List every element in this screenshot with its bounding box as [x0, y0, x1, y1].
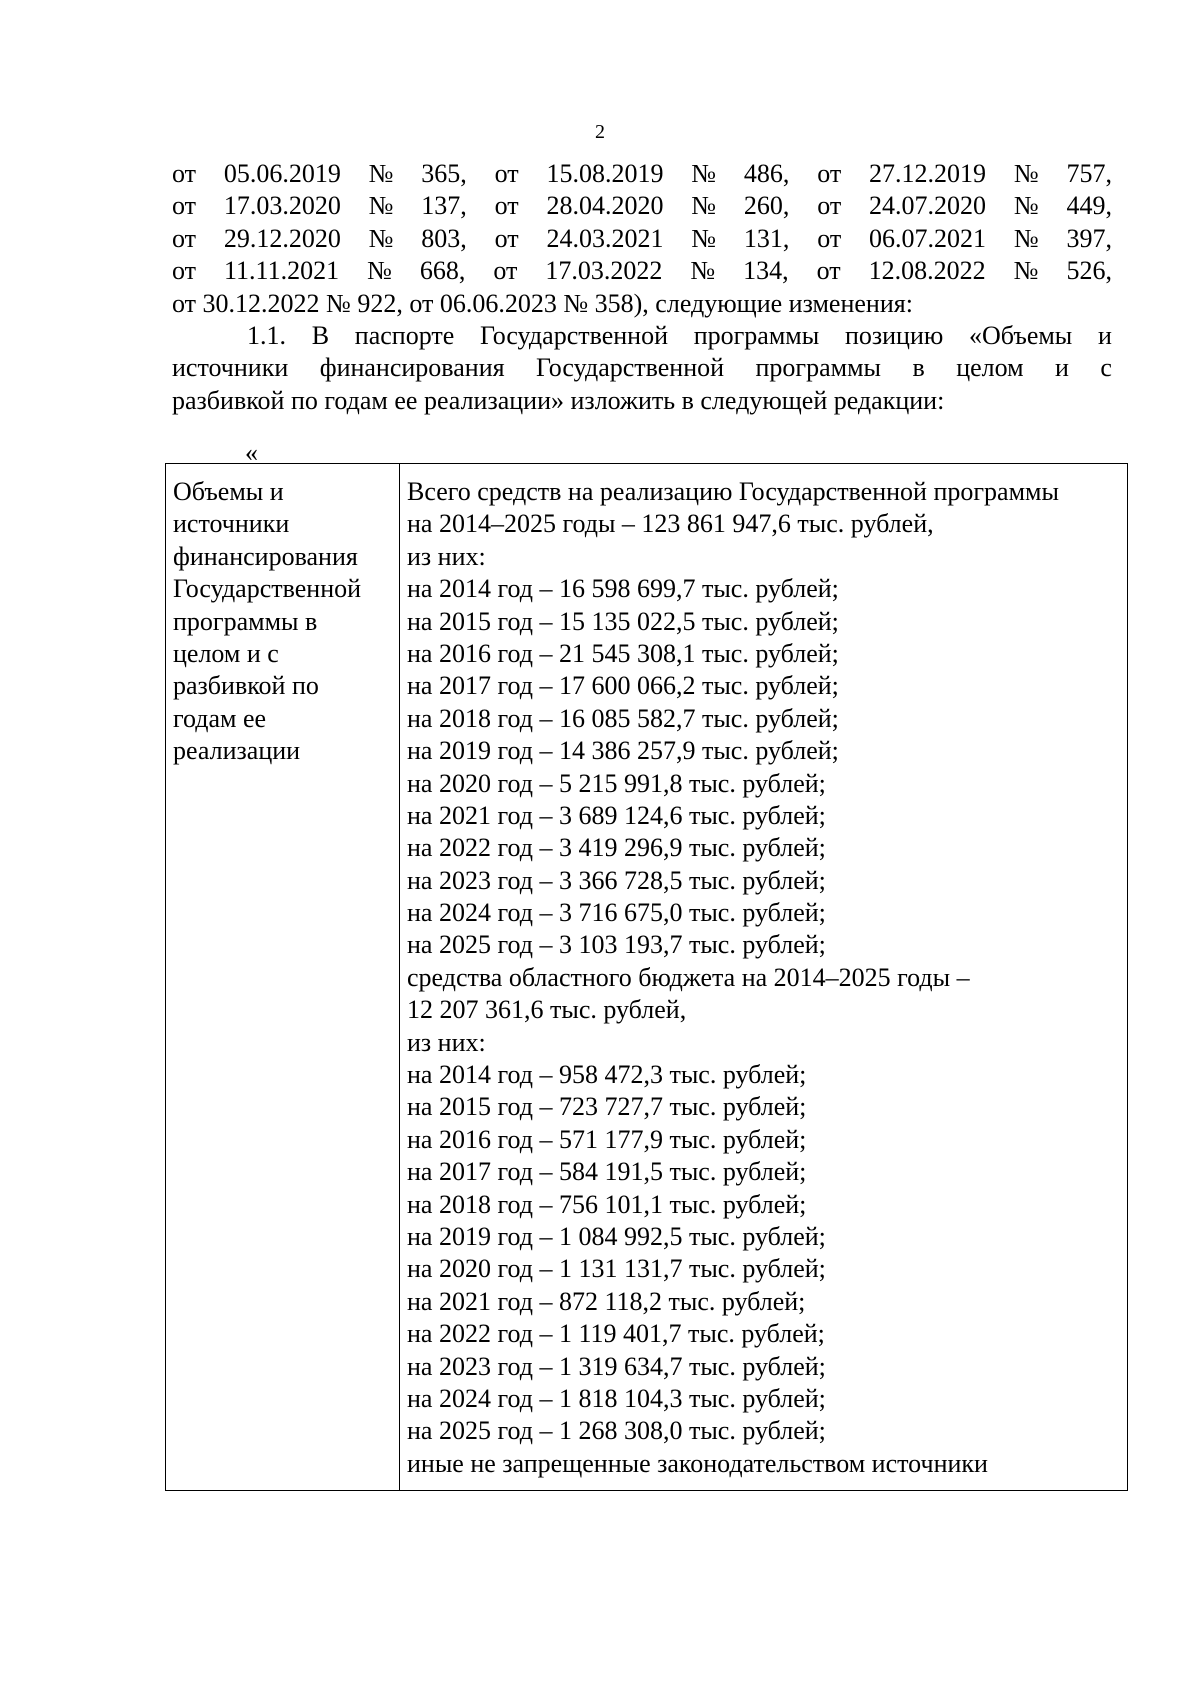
word: 24.03.2021	[546, 223, 664, 253]
word: 1.1.	[247, 320, 286, 350]
position-title-line: целом и с	[173, 638, 279, 668]
position-title-line: реализации	[173, 736, 301, 766]
funding-line: на 2021 год – 872 118,2 тыс. рублей;	[407, 1286, 806, 1316]
word: №	[1013, 223, 1039, 253]
funding-line: иные не запрещенные законодательством источники	[407, 1448, 988, 1478]
funding-line: Всего средств на реализацию Государственной программы	[407, 477, 1059, 506]
document-body	[172, 158, 1112, 417]
word: 397,	[1066, 223, 1112, 253]
position-title-line: Объемы и	[173, 477, 284, 506]
funding-line: на 2014–2025 годы – 123 861 947,6 тыс. рублей,	[407, 509, 934, 539]
funding-line: на 2017 год – 584 191,5 тыс. рублей;	[407, 1157, 807, 1187]
word: Государственной	[479, 320, 668, 350]
intro-line	[172, 158, 1112, 190]
word: от	[172, 223, 197, 253]
funding-line: на 2020 год – 5 215 991,8 тыс. рублей;	[407, 768, 826, 798]
funding-line: из них:	[407, 541, 486, 571]
word: в	[912, 353, 925, 383]
word: от	[493, 256, 518, 286]
funding-line: на 2014 год – 16 598 699,7 тыс. рублей;	[407, 574, 839, 604]
funding-line: на 2016 год – 21 545 308,1 тыс. рублей;	[407, 638, 839, 668]
word: от	[817, 159, 842, 188]
word: 15.08.2019	[546, 159, 664, 188]
word: №	[367, 256, 392, 286]
word: 131,	[743, 223, 790, 253]
funding-line: на 2022 год – 1 119 401,7 тыс. рублей;	[407, 1319, 825, 1349]
word: Государственной	[536, 353, 725, 383]
word: 06.07.2021	[869, 223, 987, 253]
word: 365,	[421, 159, 467, 188]
word: 28.04.2020	[546, 191, 664, 221]
word: №	[1013, 191, 1039, 221]
word: источники	[172, 353, 289, 383]
word: 05.06.2019	[223, 159, 341, 188]
funding-line: на 2025 год – 1 268 308,0 тыс. рублей;	[407, 1416, 826, 1446]
word: программы	[693, 320, 820, 350]
funding-line: на 2018 год – 16 085 582,7 тыс. рублей;	[407, 703, 839, 733]
position-title-line: годам ее	[173, 703, 267, 733]
paragraph-line	[172, 352, 1112, 384]
word: от	[816, 256, 841, 286]
funding-line: на 2022 год – 3 419 296,9 тыс. рублей;	[407, 833, 826, 863]
funding-line: на 2015 год – 15 135 022,5 тыс. рублей;	[407, 606, 839, 636]
funding-details-cell	[400, 464, 1128, 1491]
word: программы	[755, 353, 881, 383]
position-title-line: финансирования	[173, 541, 358, 571]
word: №	[690, 256, 716, 286]
word: №	[368, 191, 394, 221]
word: от	[817, 223, 842, 253]
funding-line: на 2014 год – 958 472,3 тыс. рублей;	[407, 1060, 807, 1090]
word: финансирования	[319, 353, 505, 383]
funding-line: на 2021 год – 3 689 124,6 тыс. рублей;	[407, 800, 826, 830]
funding-line: на 2023 год – 1 319 634,7 тыс. рублей;	[407, 1351, 826, 1381]
funding-line: на 2023 год – 3 366 728,5 тыс. рублей;	[407, 865, 826, 895]
position-title-line: источники	[173, 509, 290, 539]
intro-line: от 30.12.2022 № 922, от 06.06.2023 № 358), следующие изменения:	[172, 288, 913, 318]
position-title-line: разбивкой по	[173, 671, 319, 701]
position-title-cell	[166, 464, 400, 1491]
funding-line: на 2020 год – 1 131 131,7 тыс. рублей;	[407, 1254, 826, 1284]
word: паспорте	[354, 320, 455, 350]
word: 668,	[419, 256, 466, 286]
intro-line	[172, 223, 1112, 255]
word: 757,	[1066, 159, 1112, 188]
position-title-line: Государственной	[173, 574, 362, 604]
word: №	[1013, 256, 1039, 286]
funding-line: на 2019 год – 14 386 257,9 тыс. рублей;	[407, 736, 839, 766]
intro-line	[172, 190, 1112, 222]
open-quote: «	[245, 438, 258, 467]
table-row	[166, 464, 1128, 1491]
word: от	[817, 191, 842, 221]
page-number: 2	[595, 121, 605, 143]
funding-line: на 2016 год – 571 177,9 тыс. рублей;	[407, 1124, 807, 1154]
passport-table	[165, 463, 1128, 1491]
word: позицию	[844, 320, 944, 350]
word: 803,	[421, 223, 467, 253]
funding-line: на 2018 год – 756 101,1 тыс. рублей;	[407, 1189, 807, 1219]
funding-line: на 2019 год – 1 084 992,5 тыс. рублей;	[407, 1221, 826, 1251]
funding-line: на 2024 год – 3 716 675,0 тыс. рублей;	[407, 898, 826, 928]
paragraph-line: разбивкой по годам ее реализации» изложить в следующей редакции:	[172, 385, 945, 415]
word: 11.11.2021	[224, 256, 340, 286]
word: от	[172, 256, 197, 286]
word: от	[494, 223, 519, 253]
word: 526,	[1066, 256, 1112, 286]
word: 486,	[743, 159, 790, 188]
word: от	[494, 159, 519, 188]
word: №	[691, 159, 717, 188]
word: 29.12.2020	[223, 223, 341, 253]
word: от	[494, 191, 519, 221]
word: и	[1055, 353, 1069, 383]
word: от	[172, 191, 197, 221]
word: от	[172, 159, 197, 188]
word: 12.08.2022	[868, 256, 986, 286]
word: №	[691, 223, 717, 253]
word: 17.03.2022	[545, 256, 663, 286]
funding-line: на 2017 год – 17 600 066,2 тыс. рублей;	[407, 671, 839, 701]
word: 134,	[743, 256, 789, 286]
word: 449,	[1066, 191, 1112, 221]
word: 24.07.2020	[869, 191, 987, 221]
word: и	[1098, 320, 1112, 350]
funding-line: из них:	[407, 1027, 486, 1057]
funding-line: на 2024 год – 1 818 104,3 тыс. рублей;	[407, 1383, 826, 1413]
funding-line: средства областного бюджета на 2014–2025 годы –	[407, 962, 970, 992]
word: №	[368, 223, 394, 253]
word: №	[691, 191, 717, 221]
funding-line: на 2025 год – 3 103 193,7 тыс. рублей;	[407, 930, 826, 960]
word: 260,	[743, 191, 790, 221]
paragraph-line	[172, 320, 1112, 352]
position-title-line: программы в	[173, 606, 318, 636]
word: 17.03.2020	[223, 191, 341, 221]
word: 137,	[421, 191, 467, 221]
word: №	[368, 159, 394, 188]
intro-line	[172, 255, 1112, 287]
word: 27.12.2019	[869, 159, 987, 188]
word: с	[1100, 353, 1112, 383]
word: «Объемы	[969, 320, 1073, 350]
word: №	[1013, 159, 1039, 188]
funding-line: на 2015 год – 723 727,7 тыс. рублей;	[407, 1092, 807, 1122]
funding-line: 12 207 361,6 тыс. рублей,	[407, 995, 687, 1025]
word: целом	[956, 353, 1024, 383]
word: В	[311, 320, 330, 350]
